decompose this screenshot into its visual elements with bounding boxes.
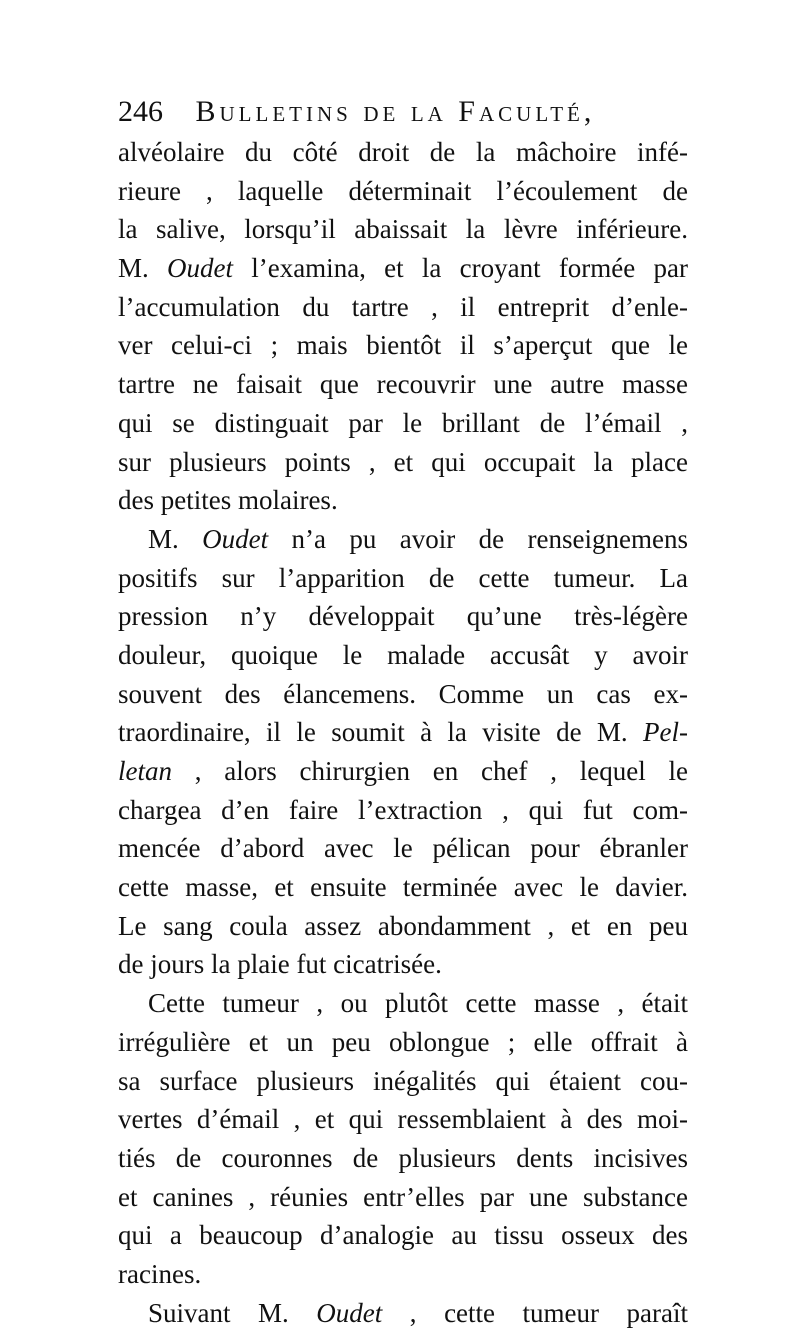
- text-segment: , cette tumeur paraît: [382, 1297, 688, 1328]
- text-segment: alvéolaire du côté droit de la mâchoire infé-: [118, 137, 688, 167]
- text-segment: souvent des élancemens. Comme un cas ex-: [118, 678, 688, 709]
- text-segment: racines.: [118, 1258, 202, 1289]
- text-line: [118, 1294, 688, 1332]
- italic-name: Pel-: [643, 717, 688, 748]
- text-segment: Suivant M.: [148, 1297, 317, 1328]
- text-segment: la salive, lorsqu’il abaissait la lèvre inférieure.: [118, 214, 688, 245]
- text-line: [118, 481, 688, 520]
- text-segment: vertes d’émail , et qui ressemblaient à des moi-: [118, 1104, 688, 1135]
- text-segment: , alors chirurgien en chef , lequel le: [172, 756, 688, 786]
- text-segment: M.: [118, 253, 167, 284]
- text-segment: tiés de couronnes de plusieurs dents incisives: [118, 1142, 688, 1173]
- text-line: [118, 520, 688, 559]
- text-line: [118, 1139, 688, 1178]
- text-line: [118, 1178, 688, 1217]
- text-segment: tartre ne faisait que recouvrir une autre masse: [118, 369, 688, 400]
- text-line: [118, 945, 688, 984]
- text-segment: douleur, quoique le malade accusât y avoir: [118, 639, 688, 670]
- italic-name: letan: [118, 756, 172, 786]
- text-line: [118, 443, 688, 482]
- text-segment: et canines , réunies entr’elles par une substance: [118, 1181, 688, 1212]
- text-line: [118, 172, 688, 211]
- text-line: [118, 1100, 688, 1139]
- text-segment: M.: [148, 523, 203, 554]
- text-line: [118, 1023, 688, 1062]
- text-segment: qui se distinguait par le brillant de l’émail ,: [118, 407, 688, 438]
- page-header: [118, 92, 698, 132]
- text-line: [118, 636, 688, 675]
- text-line: [118, 597, 688, 636]
- text-line: [118, 1255, 688, 1294]
- text-segment: l’examina, et la croyant formée par: [232, 253, 688, 284]
- text-line: [118, 791, 688, 830]
- text-line: [118, 249, 688, 288]
- italic-name: Oudet: [316, 1297, 383, 1328]
- text-line: [118, 984, 688, 1023]
- italic-name: Oudet: [202, 523, 269, 554]
- text-line: [118, 907, 688, 946]
- text-segment: de jours la plaie fut cicatrisée.: [118, 949, 442, 980]
- text-line: [118, 404, 688, 443]
- text-segment: pression n’y développait qu’une très-légère: [118, 601, 688, 632]
- text-segment: sa surface plusieurs inégalités qui étaient cou-: [118, 1065, 688, 1096]
- text-segment: irrégulière et un peu oblongue ; elle offrait à: [118, 1026, 688, 1057]
- text-segment: traordinaire, il le soumit à la visite de M.: [118, 717, 644, 748]
- text-line: [118, 1062, 688, 1101]
- italic-name: Oudet: [167, 253, 233, 284]
- text-line: [118, 868, 688, 907]
- text-segment: qui a beaucoup d’analogie au tissu osseux des: [118, 1220, 688, 1251]
- text-segment: n’a pu avoir de renseignemens: [268, 523, 688, 554]
- text-segment: sur plusieurs points , et qui occupait la place: [118, 446, 688, 477]
- text-segment: des petites molaires.: [118, 485, 338, 516]
- page-number: 246: [118, 95, 163, 128]
- text-line: [118, 559, 688, 598]
- text-segment: cette masse, et ensuite terminée avec le davier.: [118, 872, 688, 903]
- text-segment: chargea d’en faire l’extraction , qui fut com-: [118, 794, 688, 825]
- text-line: [118, 713, 688, 752]
- running-title: Bulletins de la Faculté,: [195, 95, 596, 128]
- text-line: [118, 210, 688, 249]
- text-segment: positifs sur l’apparition de cette tumeur. La: [118, 562, 688, 593]
- text-segment: Cette tumeur , ou plutôt cette masse , était: [148, 988, 688, 1019]
- text-segment: ver celui-ci ; mais bientôt il s’aperçut que le: [118, 330, 688, 361]
- text-segment: Le sang coula assez abondamment , et en peu: [118, 910, 688, 941]
- body-text: [118, 133, 688, 1332]
- text-segment: rieure , laquelle déterminait l’écoulement de: [118, 175, 688, 206]
- text-line: [118, 326, 688, 365]
- text-line: [118, 829, 688, 868]
- text-line: [118, 288, 688, 327]
- text-segment: l’accumulation du tartre , il entreprit d’enle-: [118, 291, 688, 322]
- text-line: [118, 365, 688, 404]
- text-line: [118, 1216, 688, 1255]
- text-line: [118, 752, 688, 791]
- text-segment: mencée d’abord avec le pélican pour ébranler: [118, 833, 688, 864]
- text-line: [118, 133, 688, 172]
- text-line: [118, 675, 688, 714]
